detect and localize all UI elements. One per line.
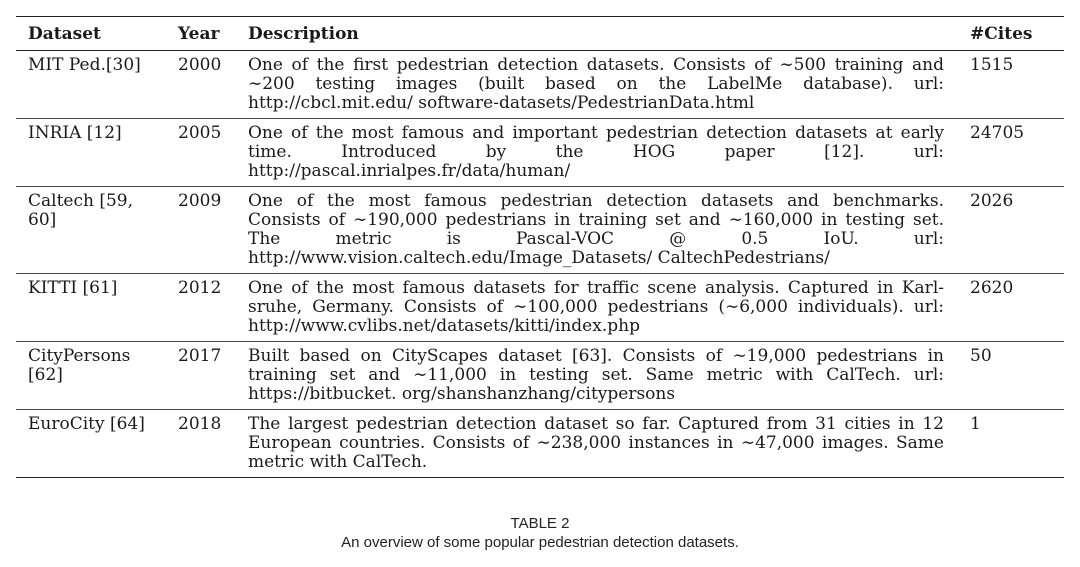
cell-cites: 24705 [958,119,1064,187]
cell-description: One of the most famous pedestrian detection datasets and benchmarks. Consists of ∼190,000 pedestrians in training set and ∼160,000 in testing set. The metric is Pascal-VOC @ 0.5 IoU. url: http://www.vision.caltech.edu/Image_Datasets/ CaltechPedestrians/ [236,187,958,274]
cell-description: One of the first pedestrian detection datasets. Consists of ∼500 training and ∼200 testing images (built based on the LabelMe database). url: http://cbcl.mit.edu/ software-datasets/PedestrianData.html [236,51,958,119]
cell-year: 2009 [166,187,236,274]
table-header [16,17,1064,51]
cell-description: Built based on CityScapes dataset [63]. Consists of ∼19,000 pedestrians in training set and ∼11,000 in testing set. Same metric with CalTech. url: https://bitbucket. org/shanshanzhang/citypersons [236,342,958,410]
table-row [16,342,1064,410]
table-caption [0,514,1080,552]
cell-year: 2018 [166,410,236,478]
header-row [16,17,1064,51]
cell-dataset: MIT Ped.[30] [16,51,166,119]
cell-description: One of the most famous datasets for traffic scene analysis. Captured in Karl-sruhe, Germany. Consists of ∼100,000 pedestrians (∼6,000 individuals). url: http://www.cvlibs.net/datasets/kitti/index.php [236,274,958,342]
table-row [16,51,1064,119]
header-description: Description [236,17,958,51]
caption-label: TABLE 2 [510,515,570,532]
cell-cites: 2620 [958,274,1064,342]
table-row [16,410,1064,478]
cell-cites: 2026 [958,187,1064,274]
cell-dataset: INRIA [12] [16,119,166,187]
cell-cites: 1 [958,410,1064,478]
table-row [16,274,1064,342]
table-row [16,187,1064,274]
cell-dataset: KITTI [61] [16,274,166,342]
cell-year: 2012 [166,274,236,342]
header-cites: #Cites [958,17,1064,51]
cell-year: 2017 [166,342,236,410]
datasets-table-container [16,16,1064,478]
cell-cites: 1515 [958,51,1064,119]
cell-description: One of the most famous and important pedestrian detection datasets at early time. Introduced by the HOG paper [12]. url: http://pascal.inrialpes.fr/data/human/ [236,119,958,187]
caption-text: An overview of some popular pedestrian detection datasets. [341,534,739,551]
cell-dataset: Caltech [59, 60] [16,187,166,274]
cell-description: The largest pedestrian detection dataset so far. Captured from 31 cities in 12 European countries. Consists of ∼238,000 instances in ∼47,000 images. Same metric with CalTech. [236,410,958,478]
cell-cites: 50 [958,342,1064,410]
cell-year: 2000 [166,51,236,119]
table-row [16,119,1064,187]
cell-year: 2005 [166,119,236,187]
datasets-table [16,16,1064,478]
header-year: Year [166,17,236,51]
table-body [16,51,1064,478]
cell-dataset: CityPersons [62] [16,342,166,410]
header-dataset: Dataset [16,17,166,51]
cell-dataset: EuroCity [64] [16,410,166,478]
